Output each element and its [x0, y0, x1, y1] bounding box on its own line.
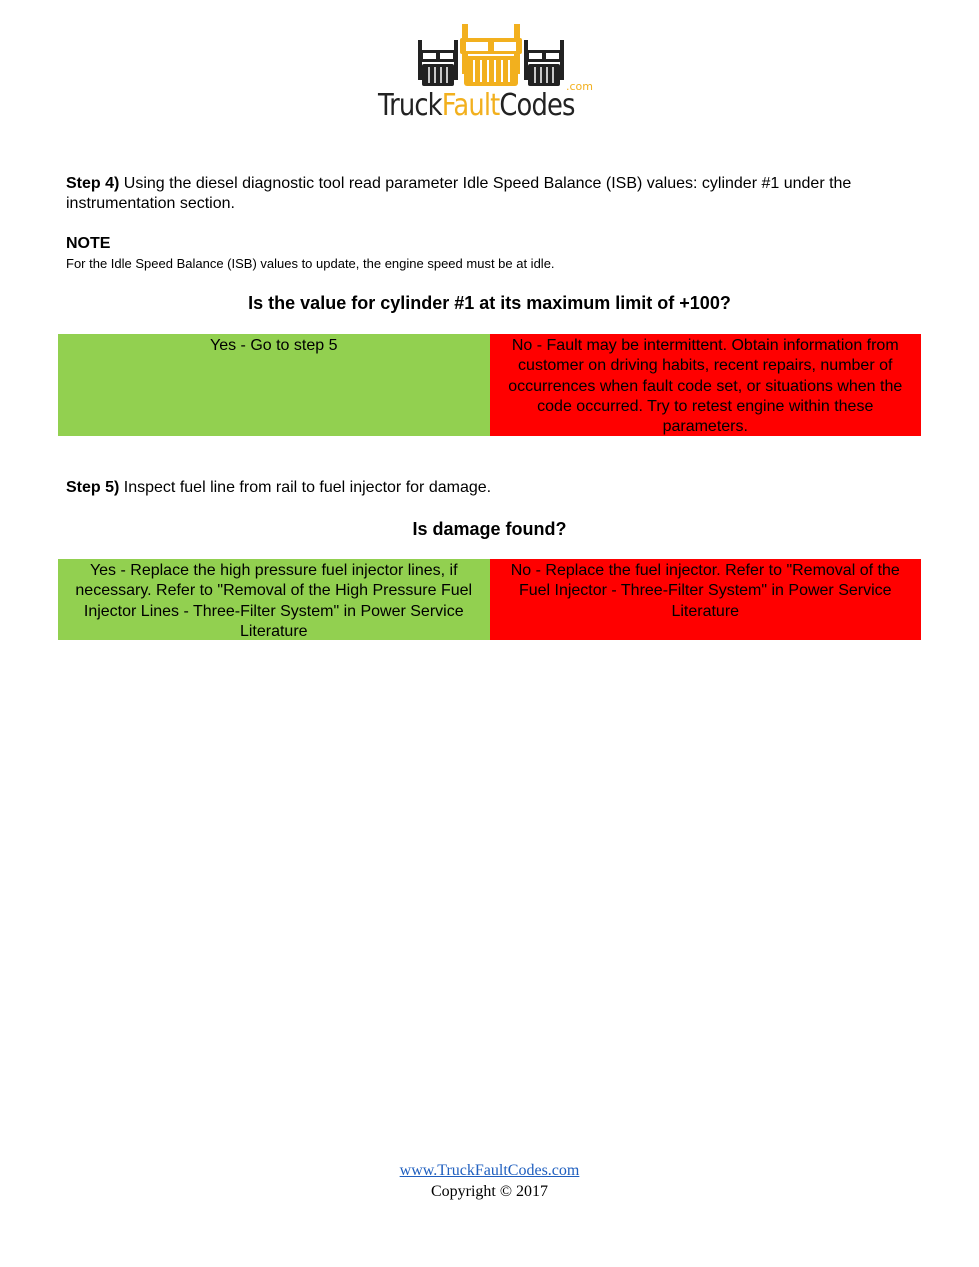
footer-website-link[interactable]: www.TruckFaultCodes.com [399, 1162, 580, 1179]
truckfaultcodes-logo [378, 20, 604, 128]
logo-word-truck: Truck [378, 88, 442, 123]
footer-copyright: Copyright © 2017 [430, 1183, 549, 1200]
footer [0, 1160, 979, 1202]
step5-paragraph [66, 478, 916, 498]
question-cylinder-limit: Is the value for cylinder #1 at its maximum limit of +100? [248, 293, 731, 313]
step5-text: Inspect fuel line from rail to fuel injector for damage. [119, 479, 492, 496]
note-title: NOTE [66, 235, 111, 252]
note-text: For the Idle Speed Balance (ISB) values to update, the engine speed must be at idle. [66, 256, 555, 271]
logo-word-codes: Codes [499, 88, 575, 123]
logo-wordmark [378, 88, 575, 123]
answer-no-1: No - Fault may be intermittent. Obtain information from customer on driving habits, recent repairs, number of occurrences when fault code set, or situations when the code occurred. Try to retest engine within these parameters. [490, 334, 922, 436]
answer-no-2: No - Replace the fuel injector. Refer to "Removal of the Fuel Injector - Three-Filter System" in Power Service Literature [490, 559, 922, 640]
answer-yes-2: Yes - Replace the high pressure fuel injector lines, if necessary. Refer to "Removal of the High Pressure Fuel Injector Lines - Three-Filter System" in Power Service Literature [58, 559, 490, 640]
answer-table-2 [58, 559, 921, 640]
step4-text: Using the diesel diagnostic tool read parameter Idle Speed Balance (ISB) values: cylinder #1 under the instrumentation section. [66, 175, 852, 212]
logo-word-fault: Fault [441, 88, 500, 123]
step4-paragraph [66, 174, 916, 214]
logo-com-text: .com [566, 80, 593, 93]
answer-table-1 [58, 334, 921, 436]
answer-yes-1: Yes - Go to step 5 [58, 334, 490, 436]
question-damage-found: Is damage found? [412, 519, 567, 539]
step5-label: Step 5) [66, 479, 120, 496]
step4-label: Step 4) [66, 175, 120, 192]
